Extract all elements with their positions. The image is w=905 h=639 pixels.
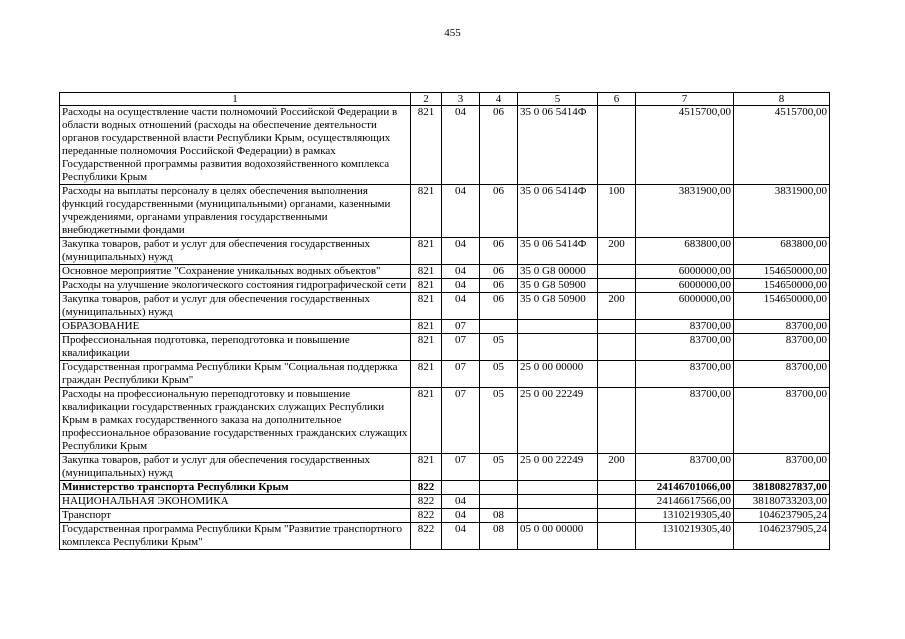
cell-target-article [518, 495, 598, 509]
table-row [60, 334, 830, 361]
table-row [60, 265, 830, 279]
table-body [60, 106, 830, 550]
cell-amount-year1: 83700,00 [636, 320, 734, 334]
cell-section-code: 04 [442, 523, 480, 550]
cell-subsection-code: 05 [480, 334, 518, 361]
cell-subsection-code: 06 [480, 238, 518, 265]
cell-amount-year2: 38180733203,00 [734, 495, 830, 509]
cell-amount-year2: 1046237905,24 [734, 523, 830, 550]
cell-subsection-code: 06 [480, 279, 518, 293]
cell-ministry-code: 821 [411, 388, 442, 454]
cell-ministry-code: 821 [411, 106, 442, 185]
cell-amount-year1: 1310219305,40 [636, 509, 734, 523]
cell-section-code: 07 [442, 320, 480, 334]
cell-target-article: 25 0 00 00000 [518, 361, 598, 388]
cell-section-code: 04 [442, 495, 480, 509]
cell-section-code: 07 [442, 361, 480, 388]
cell-amount-year2: 683800,00 [734, 238, 830, 265]
cell-target-article: 25 0 00 22249 [518, 388, 598, 454]
header-col-6: 6 [598, 93, 636, 106]
cell-ministry-code: 822 [411, 495, 442, 509]
cell-section-code: 04 [442, 265, 480, 279]
cell-amount-year1: 24146617566,00 [636, 495, 734, 509]
cell-amount-year1: 6000000,00 [636, 293, 734, 320]
cell-amount-year1: 83700,00 [636, 334, 734, 361]
cell-ministry-code: 822 [411, 523, 442, 550]
cell-section-code: 04 [442, 509, 480, 523]
cell-target-article: 35 0 06 5414Ф [518, 106, 598, 185]
table-row [60, 454, 830, 481]
table-row [60, 481, 830, 495]
cell-target-article: 35 0 06 5414Ф [518, 238, 598, 265]
cell-amount-year1: 24146701066,00 [636, 481, 734, 495]
cell-expense-type: 100 [598, 185, 636, 238]
cell-subsection-code: 06 [480, 293, 518, 320]
header-col-1: 1 [60, 93, 411, 106]
cell-ministry-code: 822 [411, 509, 442, 523]
cell-amount-year2: 154650000,00 [734, 265, 830, 279]
cell-name: Расходы на осуществление части полномочий Российской Федерации в области водных отношений (расходы на обеспечение деятельности органов государственной власти Республики Крым, осуществляющих переданные полномочия Российской Федерации) в рамках Государственной программы развития водохозяйственного комплекса Республики Крым [60, 106, 411, 185]
table-row [60, 523, 830, 550]
cell-amount-year2: 3831900,00 [734, 185, 830, 238]
header-col-2: 2 [411, 93, 442, 106]
cell-name: Закупка товаров, работ и услуг для обеспечения государственных (муниципальных) нужд [60, 454, 411, 481]
cell-expense-type [598, 523, 636, 550]
cell-ministry-code: 821 [411, 185, 442, 238]
cell-ministry-code: 821 [411, 361, 442, 388]
cell-ministry-code: 821 [411, 293, 442, 320]
cell-ministry-code: 822 [411, 481, 442, 495]
cell-expense-type [598, 106, 636, 185]
cell-section-code: 04 [442, 106, 480, 185]
cell-amount-year2: 83700,00 [734, 320, 830, 334]
cell-amount-year2: 4515700,00 [734, 106, 830, 185]
cell-target-article: 35 0 G8 50900 [518, 279, 598, 293]
cell-expense-type [598, 334, 636, 361]
cell-target-article: 25 0 00 22249 [518, 454, 598, 481]
cell-amount-year1: 4515700,00 [636, 106, 734, 185]
cell-section-code: 07 [442, 454, 480, 481]
cell-subsection-code [480, 495, 518, 509]
cell-ministry-code: 821 [411, 320, 442, 334]
table-row [60, 279, 830, 293]
cell-amount-year1: 83700,00 [636, 454, 734, 481]
cell-subsection-code [480, 481, 518, 495]
header-col-3: 3 [442, 93, 480, 106]
budget-table [59, 92, 830, 550]
cell-name: Основное мероприятие "Сохранение уникальных водных объектов" [60, 265, 411, 279]
cell-target-article: 05 0 00 00000 [518, 523, 598, 550]
cell-name: ОБРАЗОВАНИЕ [60, 320, 411, 334]
cell-target-article [518, 320, 598, 334]
cell-name: Закупка товаров, работ и услуг для обеспечения государственных (муниципальных) нужд [60, 238, 411, 265]
cell-target-article [518, 509, 598, 523]
cell-section-code [442, 481, 480, 495]
cell-section-code: 04 [442, 238, 480, 265]
cell-section-code: 04 [442, 293, 480, 320]
cell-ministry-code: 821 [411, 265, 442, 279]
cell-expense-type [598, 388, 636, 454]
cell-section-code: 04 [442, 279, 480, 293]
cell-name: Расходы на выплаты персоналу в целях обеспечения выполнения функций государственными (муниципальными) органами, казенными учреждениями, органами управления государственными внебюджетными фондами [60, 185, 411, 238]
cell-ministry-code: 821 [411, 454, 442, 481]
table-row [60, 185, 830, 238]
cell-expense-type [598, 320, 636, 334]
cell-ministry-code: 821 [411, 279, 442, 293]
cell-subsection-code [480, 320, 518, 334]
cell-subsection-code: 05 [480, 361, 518, 388]
cell-subsection-code: 08 [480, 523, 518, 550]
cell-amount-year1: 83700,00 [636, 388, 734, 454]
header-row [60, 93, 830, 106]
cell-name: Государственная программа Республики Крым "Развитие транспортного комплекса Республики Крым" [60, 523, 411, 550]
cell-amount-year2: 83700,00 [734, 388, 830, 454]
cell-expense-type: 200 [598, 454, 636, 481]
table-row [60, 320, 830, 334]
cell-amount-year2: 38180827837,00 [734, 481, 830, 495]
cell-amount-year2: 83700,00 [734, 361, 830, 388]
cell-expense-type [598, 481, 636, 495]
cell-subsection-code: 08 [480, 509, 518, 523]
cell-target-article: 35 0 06 5414Ф [518, 185, 598, 238]
cell-section-code: 04 [442, 185, 480, 238]
cell-target-article [518, 334, 598, 361]
cell-section-code: 07 [442, 388, 480, 454]
cell-name: НАЦИОНАЛЬНАЯ ЭКОНОМИКА [60, 495, 411, 509]
cell-name: Министерство транспорта Республики Крым [60, 481, 411, 495]
header-col-7: 7 [636, 93, 734, 106]
cell-name: Транспорт [60, 509, 411, 523]
cell-amount-year2: 154650000,00 [734, 293, 830, 320]
table-row [60, 238, 830, 265]
cell-target-article: 35 0 G8 50900 [518, 293, 598, 320]
cell-ministry-code: 821 [411, 238, 442, 265]
cell-amount-year1: 1310219305,40 [636, 523, 734, 550]
cell-expense-type: 200 [598, 238, 636, 265]
cell-subsection-code: 06 [480, 106, 518, 185]
cell-amount-year1: 6000000,00 [636, 265, 734, 279]
cell-amount-year2: 83700,00 [734, 454, 830, 481]
cell-name: Расходы на профессиональную переподготовку и повышение квалификации государственных гражданских служащих Республики Крым в рамках государственного заказа на дополнительное профессиональное образование государственных гражданских служащих Республики Крым [60, 388, 411, 454]
table-row [60, 509, 830, 523]
table-row [60, 106, 830, 185]
table-row [60, 293, 830, 320]
cell-expense-type [598, 279, 636, 293]
cell-subsection-code: 05 [480, 454, 518, 481]
cell-target-article: 35 0 G8 00000 [518, 265, 598, 279]
cell-subsection-code: 06 [480, 185, 518, 238]
table-row [60, 361, 830, 388]
header-col-4: 4 [480, 93, 518, 106]
table-row [60, 495, 830, 509]
cell-amount-year1: 6000000,00 [636, 279, 734, 293]
table-row [60, 388, 830, 454]
cell-amount-year2: 154650000,00 [734, 279, 830, 293]
cell-target-article [518, 481, 598, 495]
cell-name: Государственная программа Республики Крым "Социальная поддержка граждан Республики Крым" [60, 361, 411, 388]
header-col-8: 8 [734, 93, 830, 106]
cell-section-code: 07 [442, 334, 480, 361]
cell-amount-year1: 3831900,00 [636, 185, 734, 238]
cell-expense-type [598, 509, 636, 523]
cell-ministry-code: 821 [411, 334, 442, 361]
cell-amount-year2: 83700,00 [734, 334, 830, 361]
cell-subsection-code: 05 [480, 388, 518, 454]
cell-amount-year2: 1046237905,24 [734, 509, 830, 523]
cell-amount-year1: 83700,00 [636, 361, 734, 388]
cell-name: Профессиональная подготовка, переподготовка и повышение квалификации [60, 334, 411, 361]
cell-expense-type [598, 361, 636, 388]
header-col-5: 5 [518, 93, 598, 106]
cell-expense-type [598, 265, 636, 279]
page-number: 455 [444, 27, 461, 39]
cell-name: Расходы на улучшение экологического состояния гидрографической сети [60, 279, 411, 293]
cell-amount-year1: 683800,00 [636, 238, 734, 265]
cell-name: Закупка товаров, работ и услуг для обеспечения государственных (муниципальных) нужд [60, 293, 411, 320]
cell-expense-type: 200 [598, 293, 636, 320]
cell-subsection-code: 06 [480, 265, 518, 279]
cell-expense-type [598, 495, 636, 509]
